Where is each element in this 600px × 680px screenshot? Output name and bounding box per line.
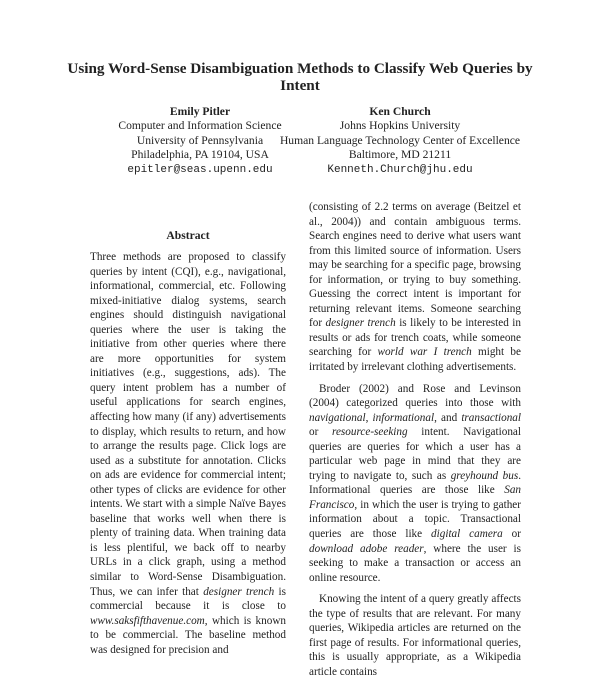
abstract-body bbox=[90, 250, 286, 657]
body-paragraph: Broder (2002) and Rose and Levinson (2004) categorized queries into those with navigational, informational, and transactional or resource-seeking intent. Navigational queries are queries for which a user has a particular web page in mind that they are trying to navigate to, such as greyhound bus. Informational queries are those like San Francisco, in which the user is trying to gather information about a topic. Transactional queries are those like digital camera or download adobe reader, where the user is seeking to make a transaction or access an online resource. bbox=[309, 382, 521, 584]
body-paragraph: Knowing the intent of a query greatly affects the type of results that are relevant. For many queries, Wikipedia articles are returned on the first page of results. For informational queries, this is usually appropriate, as a Wikipedia article contains bbox=[309, 593, 521, 678]
author-block-2 bbox=[270, 105, 530, 177]
abstract-paragraph: Three methods are proposed to classify queries by intent (CQI), e.g., navigational, informational, commercial, etc. Following mixed-initiative dialog systems, search engines should distinguish navigational queries where the user is taking the initiative from other queries where there are more opportunities for system initiatives (e.g., suggestions, ads). The query intent problem has a number of useful applications for search engines, affecting how many (if any) advertisements to display, which results to return, and how to arrange the results page. Click logs are used as a substitute for annotation. Clicks on ads are evidence for commercial intent; other types of clicks are evidence for other intents. We start with a simple Naïve Bayes baseline that works well when there is plenty of training data. When training data is less plentiful, we back off to nearby URLs in a click graph, using a method similar to Word-Sense Disambiguation. Thus, we can infer that designer trench is commercial because it is close to www.saksfifthavenue.com, which is known to be commercial. The baseline method was designed for precision and bbox=[90, 251, 286, 656]
body-paragraph: (consisting of 2.2 terms on average (Beitzel et al., 2004)) and contain ambiguous terms. Search engines need to derive what users want from this limited source of information. Users may be searching for a specific page, browsing for information, or trying to buy something. Guessing the correct intent is important for returning relevant items. Someone searching for designer trench is likely to be interested in results or ads for trench coats, while someone searching for world war I trench might be irritated by irrelevant clothing advertisements. bbox=[309, 201, 521, 374]
author-affiliation: Computer and Information Science bbox=[118, 119, 282, 133]
abstract-heading: Abstract bbox=[166, 229, 210, 242]
body-column-right bbox=[309, 200, 521, 680]
author-name: Ken Church bbox=[369, 105, 431, 118]
author-address: Philadelphia, PA 19104, USA bbox=[131, 148, 269, 162]
author-address: Baltimore, MD 21211 bbox=[348, 148, 452, 162]
paper-title: Using Word-Sense Disambiguation Methods to Classify Web Queries by Intent bbox=[67, 60, 533, 94]
author-email: Kenneth.Church@jhu.edu bbox=[327, 163, 473, 176]
author-affiliation: Human Language Technology Center of Excellence bbox=[279, 133, 521, 147]
author-affiliation: University of Pennsylvania bbox=[136, 133, 264, 147]
author-email: epitler@seas.upenn.edu bbox=[127, 163, 273, 176]
author-affiliation: Johns Hopkins University bbox=[339, 119, 461, 133]
author-name: Emily Pitler bbox=[169, 105, 231, 118]
